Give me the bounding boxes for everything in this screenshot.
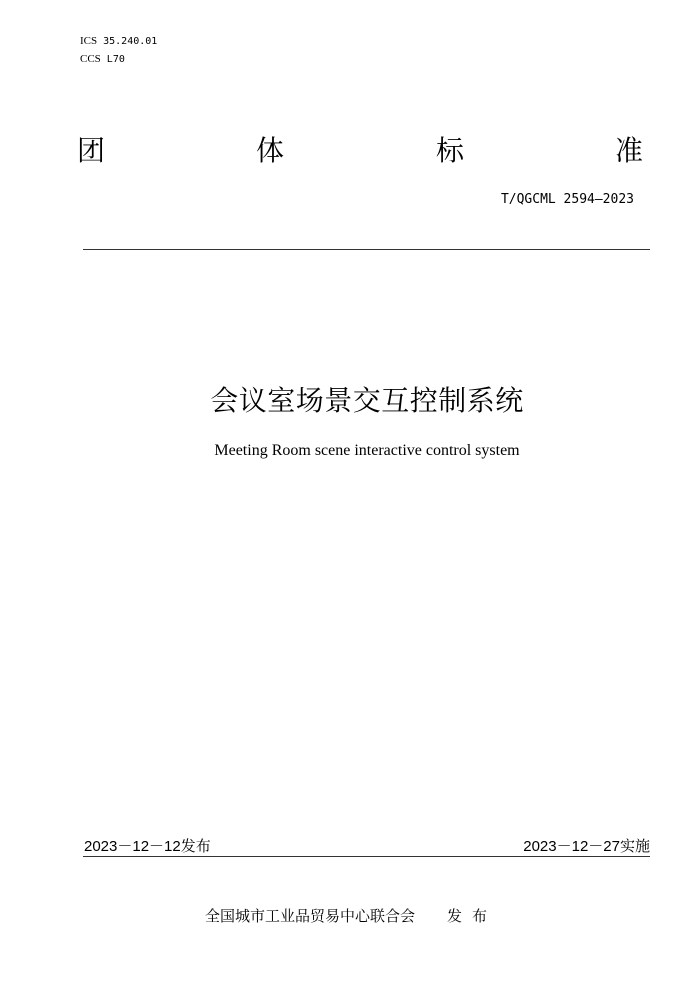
ccs-value: L70 <box>106 54 125 65</box>
publish-date <box>84 835 211 856</box>
ics-label: ICS <box>80 35 98 47</box>
issuer-name: 全国城市工业品贸易中心联合会 <box>205 907 416 925</box>
standard-type-char-2: 体 <box>256 134 285 167</box>
issuer-verb: 发布 <box>447 907 498 925</box>
implement-date <box>523 835 650 856</box>
standard-type-char-3: 标 <box>436 134 465 167</box>
publish-date-label: 发布 <box>180 837 211 855</box>
top-divider <box>83 249 650 250</box>
title-chinese: 会议室场景交互控制系统 <box>210 384 524 417</box>
ccs-label: CCS <box>80 53 101 65</box>
standard-type-char-4: 准 <box>615 134 644 167</box>
ccs-line <box>80 52 125 67</box>
standard-code: T/QGCML 2594—2023 <box>500 192 634 207</box>
issuer-line <box>205 905 497 926</box>
publish-date-value: 2023－12－12 <box>84 838 181 855</box>
ics-line <box>80 34 157 49</box>
bottom-divider <box>83 856 650 857</box>
title-english: Meeting Room scene interactive control system <box>214 442 520 459</box>
implement-date-label: 实施 <box>619 837 650 855</box>
implement-date-value: 2023－12－27 <box>523 838 620 855</box>
ics-value: 35.240.01 <box>103 36 158 47</box>
standard-type-char-1: 团 <box>77 134 106 167</box>
